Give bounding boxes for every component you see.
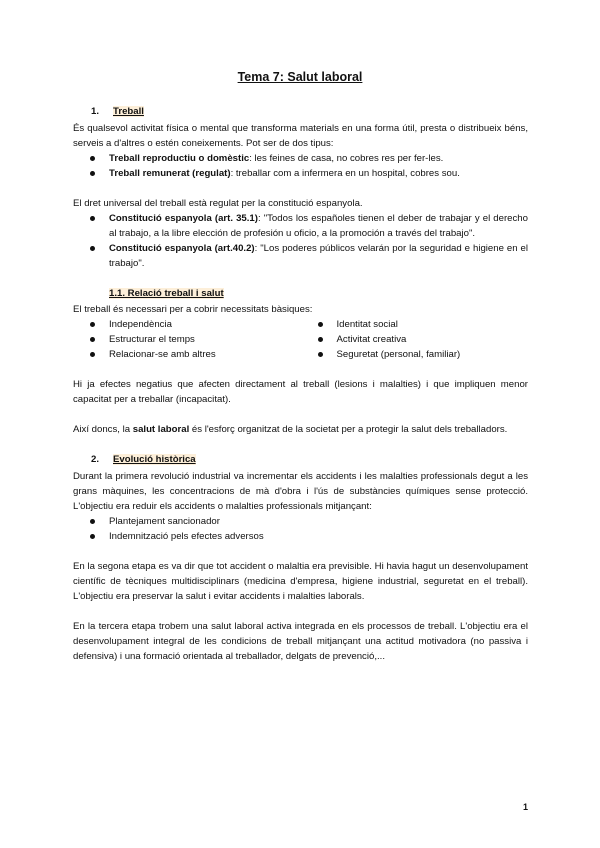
section-2-number: 2.	[91, 454, 100, 465]
section-1-title: Treball	[113, 106, 144, 117]
list-item: Plantejament sancionador	[73, 514, 528, 529]
constitution-paragraph: El dret universal del treball està regulat per la constitució espanyola.	[73, 198, 363, 209]
page-title: Tema 7: Salut laboral	[237, 70, 363, 84]
needs-columns	[73, 317, 528, 362]
subsection-1-1-intro: El treball és necessari per a cobrir necessitats bàsiques:	[73, 304, 313, 315]
list-item: Treball reproductiu o domèstic: les feines de casa, no cobres res per fer-les.	[73, 151, 528, 166]
list-item: Seguretat (personal, familiar)	[301, 347, 529, 362]
list-item: Estructurar el temps	[73, 332, 301, 347]
occupational-health-definition: Així doncs, la salut laboral és l'esforç organitzat de la societat per a protegir la salut dels treballadors.	[73, 424, 508, 435]
list-item: Constitució espanyola (art.40.2): "Los poderes públicos velarán por la seguridad e higiene en el trabajo".	[73, 241, 528, 271]
list-item: Independència	[73, 317, 301, 332]
history-paragraph-1: Durant la primera revolució industrial va incrementar els accidents i les malalties professionals degut a les grans màquines, les concentracions de mà d'obra i l'ús de substàncies químiques sense protecció. L'objectiu era reduir els accidents o malalties professionals mitjançant:	[73, 471, 528, 512]
history-paragraph-2: En la segona etapa es va dir que tot accident o malaltia era previsible. Hi havia hagut un desenvolupament científic de tècniques multidisciplinars (medicina d'empresa, higiene industrial, seguretat en el treball). L'objectiu era preservar la salut i evitar accidents i malalties laborals.	[73, 561, 528, 602]
section-2-title: Evolució històrica	[113, 454, 196, 465]
list-item: Relacionar-se amb altres	[73, 347, 301, 362]
section-1-heading	[73, 104, 528, 119]
work-types-list	[73, 151, 528, 181]
needs-list-right	[301, 317, 529, 362]
subsection-1-1-heading: 1.1. Relació treball i salut	[109, 288, 224, 299]
constitution-list	[73, 211, 528, 271]
page-number: 1	[522, 802, 528, 812]
list-item: Activitat creativa	[301, 332, 529, 347]
section-2-heading	[73, 452, 528, 467]
list-item: Constitució espanyola (art. 35.1): "Todos los españoles tienen el deber de trabajar y el derecho al trabajo, a la libre elección de profesión u oficio, a la promoción a través del trabajo".	[73, 211, 528, 241]
list-item: Treball remunerat (regulat): treballar com a infermera en un hospital, cobres sou.	[73, 166, 528, 181]
section-1-intro: És qualsevol activitat física o mental que transforma materials en una forma útil, presta o distribueix béns, serveis a d'altres o estén coneixements. Pot ser de dos tipus:	[73, 123, 528, 149]
first-stage-list	[73, 514, 528, 544]
needs-list-left	[73, 317, 301, 362]
section-1-number: 1.	[91, 106, 100, 117]
list-item: Indemnització pels efectes adversos	[73, 529, 528, 544]
history-paragraph-3: En la tercera etapa trobem una salut laboral activa integrada en els processos de treball. L'objectiu era el desenvolupament integral de les condicions de treball mitjançant una actitud motivadora (no passiva i defensiva) i una formació orientada al treballador, delgats de prevenció,...	[73, 621, 528, 662]
document-body	[73, 104, 528, 664]
list-item: Identitat social	[301, 317, 529, 332]
negative-effects-paragraph: Hi ja efectes negatius que afecten directament al treball (lesions i malalties) i que impliquen menor capacitat per a treballar (incapacitat).	[73, 379, 528, 405]
